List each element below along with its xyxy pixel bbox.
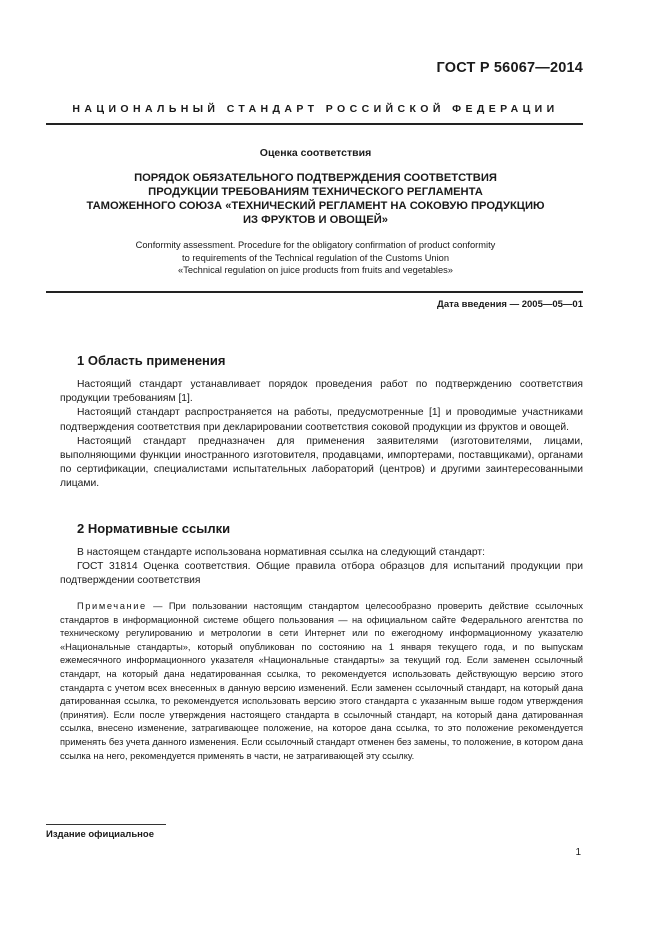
main-title: [60, 171, 571, 227]
main-title-line: ПОРЯДОК ОБЯЗАТЕЛЬНОГО ПОДТВЕРЖДЕНИЯ СООТВЕТСТВИЯ: [134, 172, 497, 184]
subtitle: Оценка соответствия: [259, 147, 372, 159]
title-divider: [46, 291, 583, 293]
english-title-line: Conformity assessment. Procedure for the obligatory confirmation of product conformity: [135, 240, 496, 250]
note-text: — При пользовании настоящим стандартом целесообразно проверить действие ссылочных стандартов в информационной системе общего пользования — на официальном сайте Федерального агентства по техническому регулированию и метрологии в сети Интернет или по ежегодному информационному указателю «Национальные стандарты», который опубликован по состоянию на 1 января текущего года, и по выпускам ежемесячного информационного указателя «Национальные стандарты» за текущий год. Если заменен ссылочный стандарт, на который дана недатированная ссылка, то рекомендуется использовать действующую версию этого стандарта с учетом всех внесенных в данную версию изменений. Если заменен ссылочный стандарт, на который дана датированная ссылка, то рекомендуется использовать версию этого стандарта с указанным выше годом утверждения (принятия). Если после утверждения настоящего стандарта в ссылочный стандарт, на который дана датированная ссылка, внесено изменение, затрагивающее положение, на которое дана ссылка, то это положение рекомендуется применять без учета данного изменения. Если ссылочный стандарт отменен без замены, то положение, в котором дана ссылка на него, рекомендуется применять в части, не затрагивающей эту ссылку.: [60, 601, 583, 761]
note-block: [60, 600, 583, 763]
paragraph: ГОСТ 31814 Оценка соответствия. Общие правила отбора образцов для испытаний продукции при подтверждении соответствия: [60, 561, 583, 587]
section-heading-scope: 1 Область применения: [77, 353, 226, 368]
paragraph: Настоящий стандарт распространяется на работы, предусмотренные [1] и проводимые участниками подтверждения соответствия при декларировании соответствия соковой продукции из фруктов и овощей.: [60, 407, 583, 433]
main-title-line: ИЗ ФРУКТОВ И ОВОЩЕЙ»: [242, 214, 388, 226]
page-number: 1: [575, 847, 581, 858]
footer-divider: [46, 824, 166, 825]
paragraph: Настоящий стандарт устанавливает порядок проведения работ по подтверждению соответствия продукции требованиям [1].: [60, 379, 583, 405]
edition-label: Издание официальное: [46, 829, 154, 840]
document-number: ГОСТ Р 56067—2014: [436, 60, 583, 76]
english-title: [60, 239, 571, 277]
section-heading-normative-references: 2 Нормативные ссылки: [77, 521, 231, 536]
paragraph: В настоящем стандарте использована нормативная ссылка на следующий стандарт:: [77, 547, 485, 558]
english-title-line: «Technical regulation on juice products from fruits and vegetables»: [178, 265, 453, 275]
english-title-line: to requirements of the Technical regulation of the Customs Union: [181, 252, 449, 263]
main-title-line: ПРОДУКЦИИ ТРЕБОВАНИЯМ ТЕХНИЧЕСКОГО РЕГЛАМЕНТА: [148, 186, 483, 198]
introduction-date: Дата введения — 2005—05—01: [437, 299, 583, 310]
main-title-line: ТАМОЖЕННОГО СОЮЗА «ТЕХНИЧЕСКИЙ РЕГЛАМЕНТ НА СОКОВУЮ ПРОДУКЦИЮ: [86, 200, 545, 212]
note-label: Примечание: [77, 601, 147, 611]
section-references-body: [60, 546, 583, 589]
paragraph: Настоящий стандарт предназначен для применения заявителями (изготовителями, лицами, выполняющими функции иностранного изготовителя, продавцами, импортерами, поставщиками), органами по сертификации, специалистами испытательных лабораторий (центров) и другими заинтересованными лицами.: [60, 435, 583, 490]
header-divider: [46, 123, 583, 125]
section-scope-body: [60, 378, 583, 492]
national-standard-title: НАЦИОНАЛЬНЫЙ СТАНДАРТ РОССИЙСКОЙ ФЕДЕРАЦИИ: [72, 103, 559, 115]
